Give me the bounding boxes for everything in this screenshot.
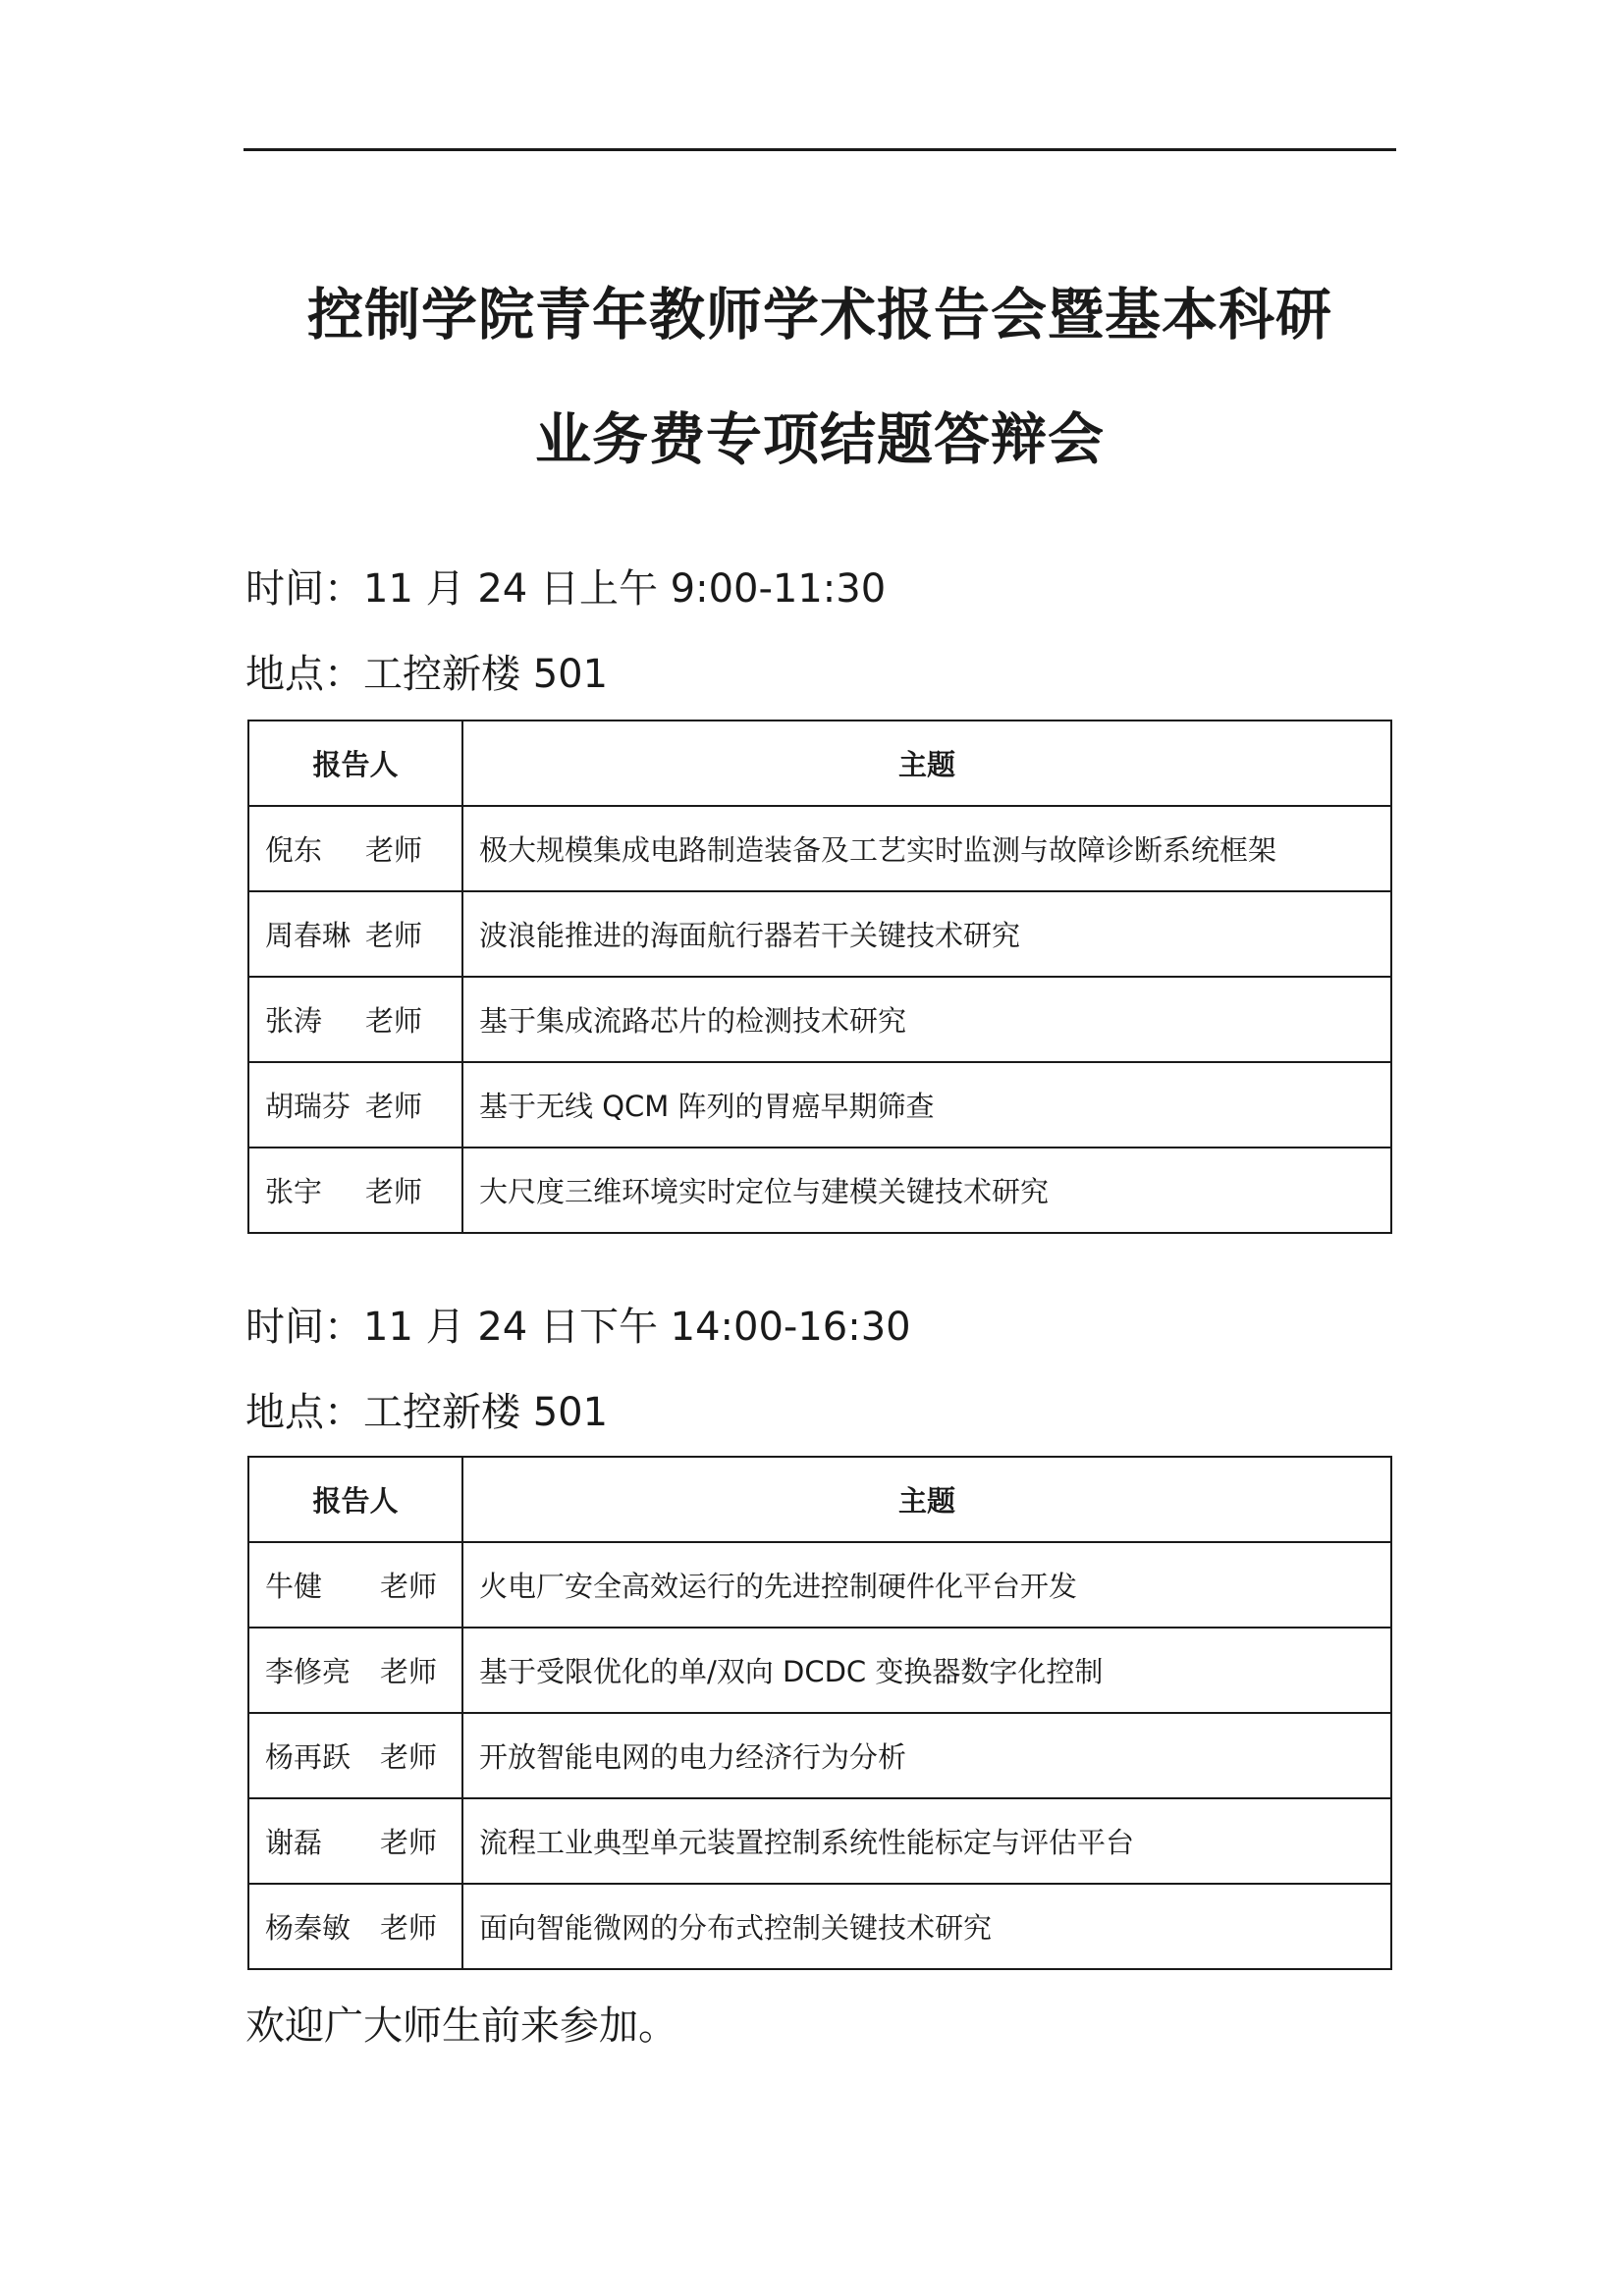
topic-cell: 极大规模集成电路制造装备及工艺实时监测与故障诊断系统框架 <box>462 806 1391 891</box>
topic-cell: 基于无线 QCM 阵列的胃癌早期筛查 <box>462 1062 1391 1148</box>
page-title-line-1: 控制学院青年教师学术报告会暨基本科研 <box>307 283 1332 347</box>
speaker-title: 老师 <box>365 1175 423 1208</box>
session-2-place <box>245 1389 608 1436</box>
speaker-name: 杨秦敏 <box>265 1911 352 1945</box>
topic-cell: 大尺度三维环境实时定位与建模关键技术研究 <box>462 1148 1391 1233</box>
speaker-title: 老师 <box>365 833 423 867</box>
session-2-time <box>245 1304 911 1351</box>
speaker-header: 报告人 <box>248 1457 462 1542</box>
speaker-title: 老师 <box>380 1655 438 1688</box>
speaker-title: 老师 <box>380 1826 438 1859</box>
time-label: 时间： <box>245 566 363 612</box>
time-label: 时间： <box>245 1305 363 1350</box>
topic-cell: 面向智能微网的分布式控制关键技术研究 <box>462 1884 1391 1969</box>
speaker-cell <box>248 1798 462 1884</box>
speaker-name: 杨再跃 <box>265 1740 352 1774</box>
speaker-cell <box>248 1148 462 1233</box>
topic-cell: 基于集成流路芯片的检测技术研究 <box>462 977 1391 1062</box>
session-2-schedule-table <box>247 1456 1392 1970</box>
table-row <box>248 977 1391 1062</box>
topic-header: 主题 <box>462 721 1391 806</box>
speaker-name: 周春琳 <box>265 919 352 952</box>
speaker-title: 老师 <box>380 1911 438 1945</box>
table-row <box>248 1542 1391 1628</box>
table-row <box>248 1884 1391 1969</box>
time-value: 11 月 24 日下午 14:00-16:30 <box>363 1305 911 1350</box>
topic-cell: 开放智能电网的电力经济行为分析 <box>462 1713 1391 1798</box>
speaker-name: 牛健 <box>265 1570 323 1603</box>
table-row <box>248 891 1391 977</box>
speaker-name: 李修亮 <box>265 1655 352 1688</box>
table-row <box>248 806 1391 891</box>
speaker-cell <box>248 806 462 891</box>
speaker-cell <box>248 977 462 1062</box>
speaker-name: 倪东 <box>265 833 323 867</box>
closing-invitation: 欢迎广大师生前来参加。 <box>245 2003 677 2049</box>
time-value: 11 月 24 日上午 9:00-11:30 <box>363 566 887 612</box>
speaker-name: 谢磊 <box>265 1826 323 1859</box>
speaker-cell <box>248 1062 462 1148</box>
speaker-title: 老师 <box>380 1570 438 1603</box>
table-header-row <box>248 1457 1391 1542</box>
topic-header: 主题 <box>462 1457 1391 1542</box>
table-header-row <box>248 721 1391 806</box>
speaker-cell <box>248 1713 462 1798</box>
header-rule <box>244 148 1396 151</box>
speaker-cell <box>248 1542 462 1628</box>
session-1-schedule-table <box>247 720 1392 1234</box>
place-label: 地点： <box>245 652 363 697</box>
table-row <box>248 1628 1391 1713</box>
speaker-title: 老师 <box>365 1090 423 1123</box>
topic-cell: 流程工业典型单元装置控制系统性能标定与评估平台 <box>462 1798 1391 1884</box>
speaker-cell <box>248 1884 462 1969</box>
speaker-header: 报告人 <box>248 721 462 806</box>
session-1-time <box>245 565 886 613</box>
table-row <box>248 1798 1391 1884</box>
topic-cell: 基于受限优化的单/双向 DCDC 变换器数字化控制 <box>462 1628 1391 1713</box>
topic-cell: 火电厂安全高效运行的先进控制硬件化平台开发 <box>462 1542 1391 1628</box>
session-1-place <box>245 651 608 698</box>
speaker-name: 张涛 <box>265 1004 323 1038</box>
speaker-cell <box>248 1628 462 1713</box>
speaker-title: 老师 <box>365 919 423 952</box>
table-row <box>248 1713 1391 1798</box>
table-row <box>248 1148 1391 1233</box>
table-row <box>248 1062 1391 1148</box>
page-title-line-2: 业务费专项结题答辩会 <box>535 407 1105 472</box>
place-label: 地点： <box>245 1390 363 1435</box>
topic-cell: 波浪能推进的海面航行器若干关键技术研究 <box>462 891 1391 977</box>
place-value: 工控新楼 501 <box>363 1390 609 1435</box>
place-value: 工控新楼 501 <box>363 652 609 697</box>
speaker-cell <box>248 891 462 977</box>
speaker-name: 张宇 <box>265 1175 323 1208</box>
speaker-name: 胡瑞芬 <box>265 1090 352 1123</box>
speaker-title: 老师 <box>380 1740 438 1774</box>
speaker-title: 老师 <box>365 1004 423 1038</box>
